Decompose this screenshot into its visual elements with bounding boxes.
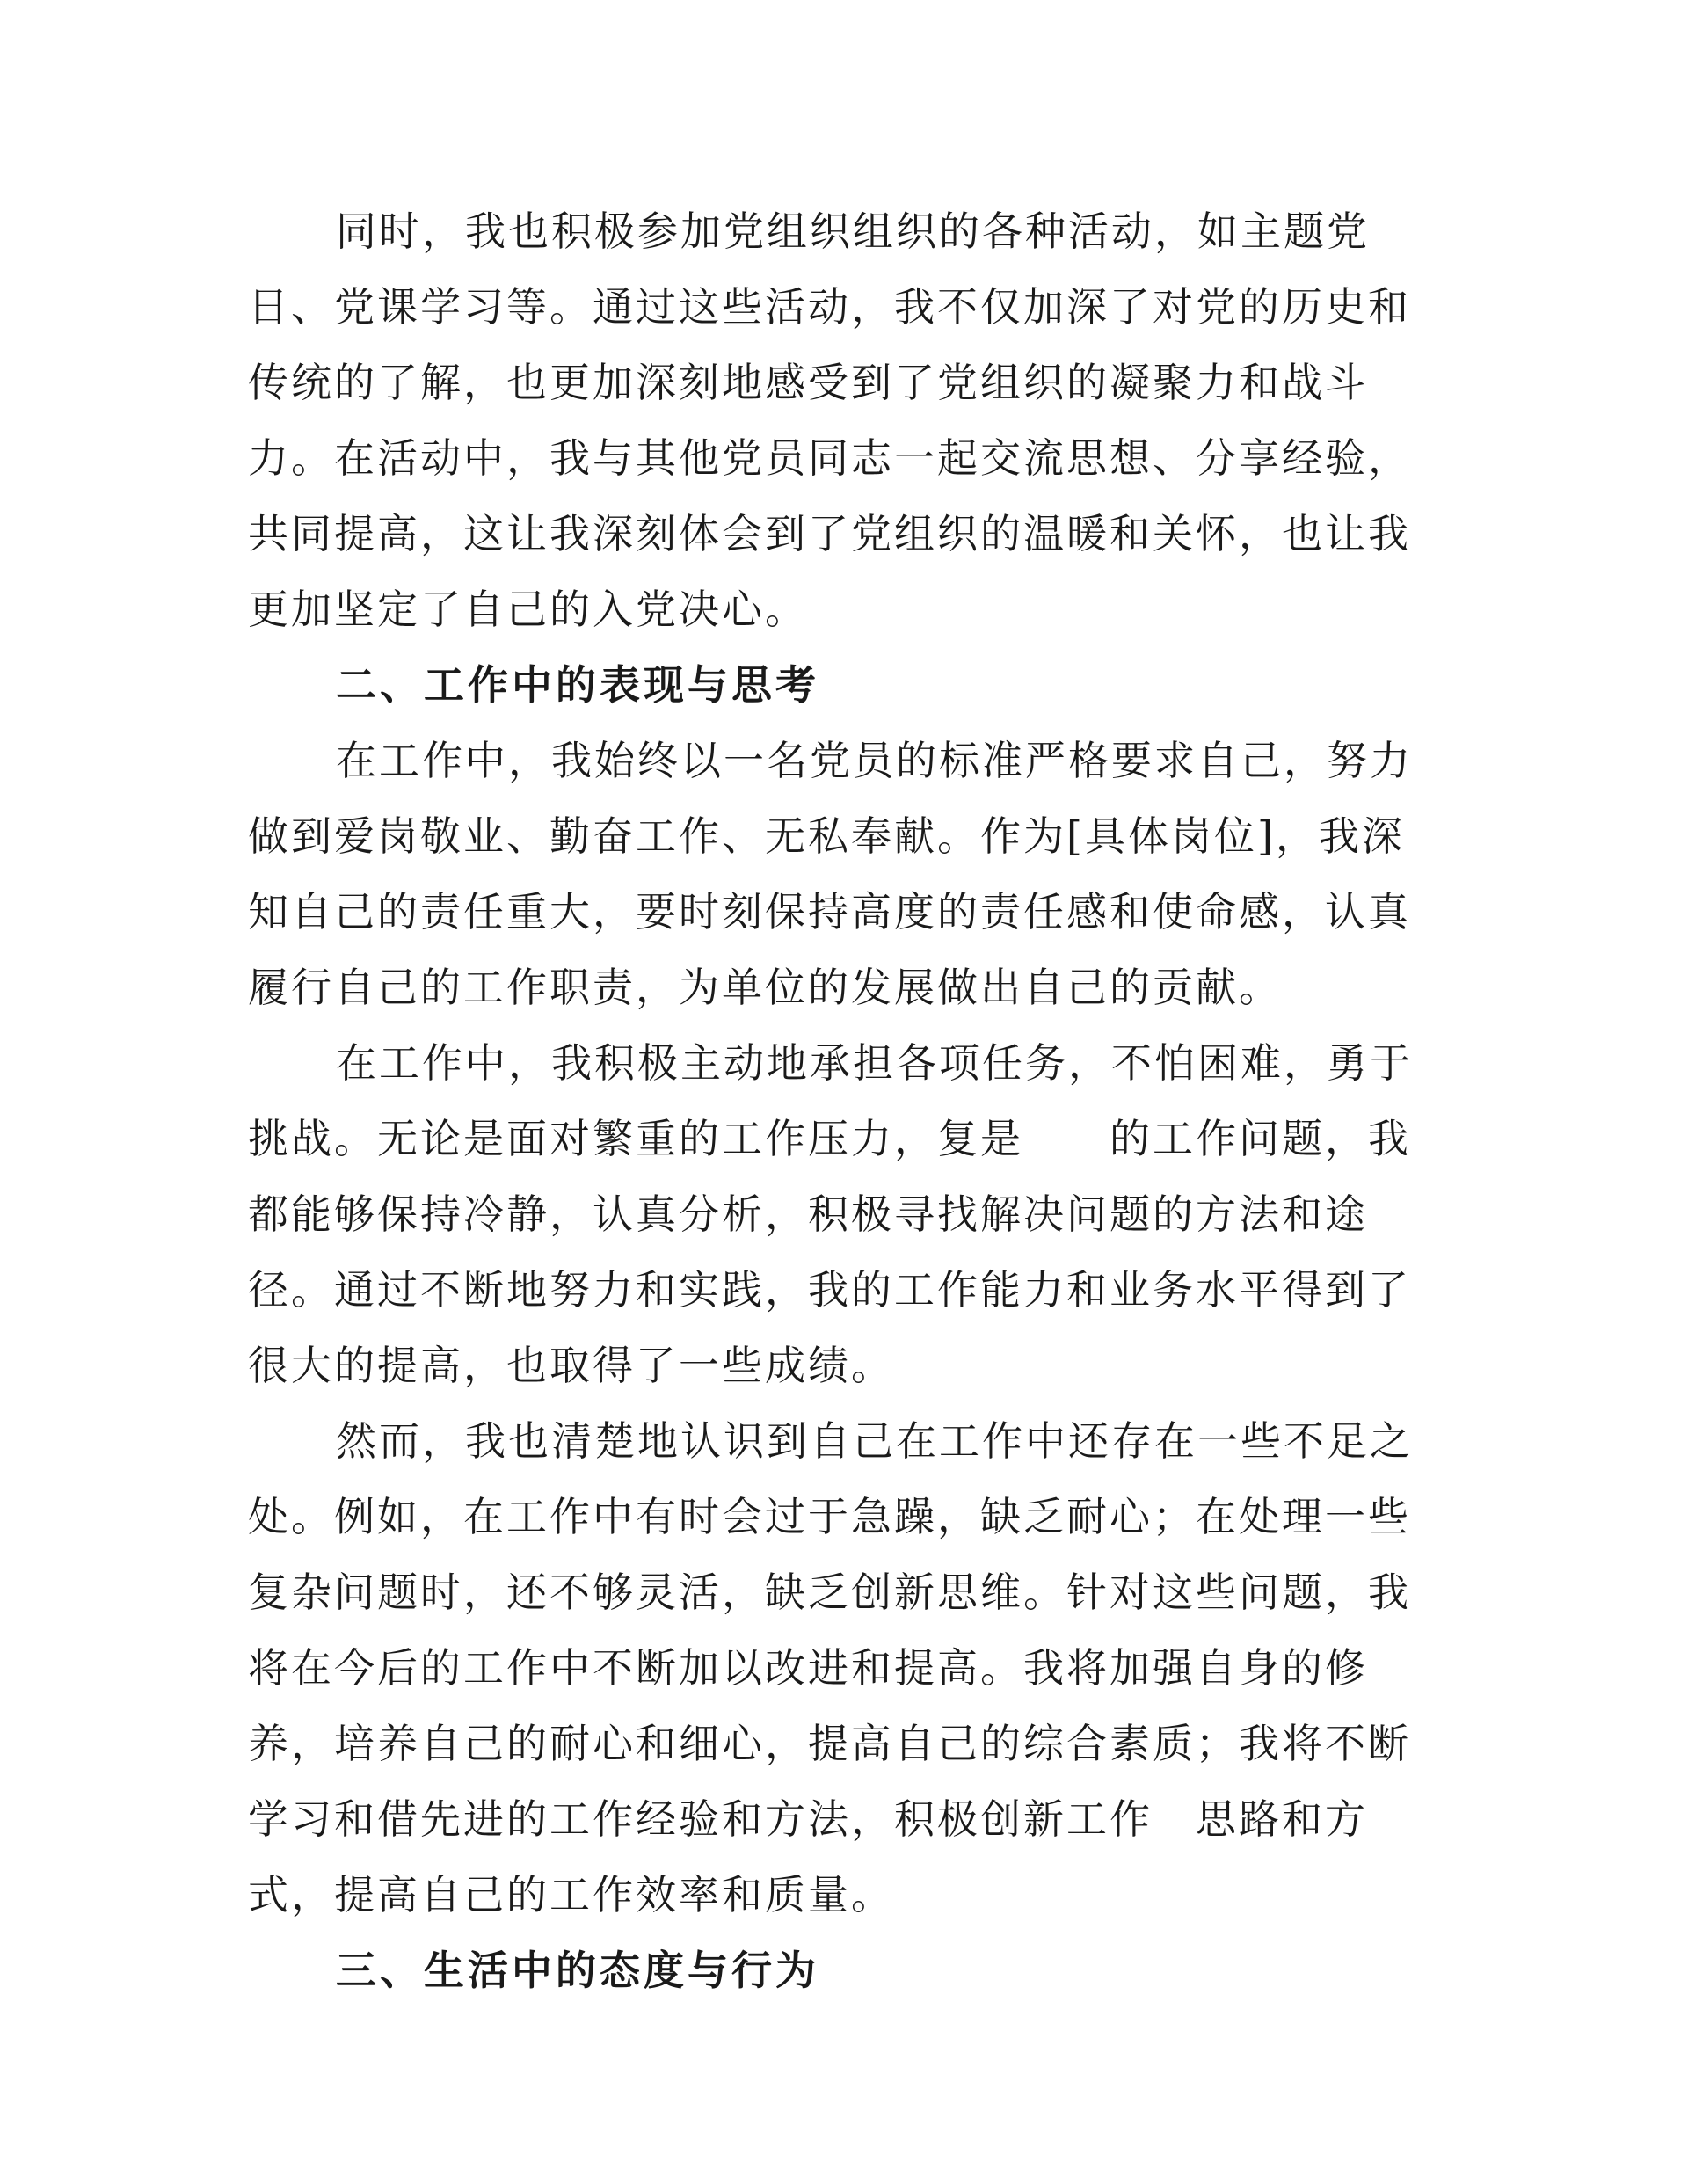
text-line: 学习和借先进的工作经验和方法，积极创新工作 思路和方 [248, 1795, 1368, 1843]
text-line: 同时，我也积极参加党组织组织的各种活动，如主题党 [336, 207, 1370, 255]
text-line: 将在今后的工作中不断加以改进和提高。我将加强自身的修 [248, 1644, 1368, 1692]
text-line: 式，提高自己的工作效率和质量。 [248, 1871, 894, 1918]
text-line: 复杂问题时，还不够灵活，缺乏创新思维。针对这些问题，我 [248, 1569, 1411, 1616]
text-line: 日、党课学习等。通过这些活动，我不仅加深了对党的历史和 [248, 283, 1411, 331]
paragraph-work-standard [248, 723, 1461, 1025]
text-line: 挑战。无论是面对繁重的工作压力，复是 的工作问题，我 [248, 1115, 1411, 1162]
text-line: 径。通过不断地努力和实践，我的工作能力和业务水平得到了 [248, 1266, 1411, 1314]
text-line: 履行自己的工作职责，为单位的发展做出自己的贡献。 [248, 964, 1282, 1011]
section-heading-life: 三、生活中的态度与行为 [336, 1947, 819, 1994]
text-line: 都能够保持冷静，认真分析，积极寻找解决问题的方法和途 [248, 1190, 1368, 1238]
text-line: 处。例如，在工作中有时会过于急躁，缺乏耐心；在处理一些 [248, 1493, 1411, 1540]
text-line: 很大的提高，也取得了一些成绩。 [248, 1342, 894, 1389]
text-line: 力。在活动中，我与其他党员同志一起交流思想、分享经验， [248, 434, 1411, 482]
paragraph-party-activities [248, 193, 1461, 647]
text-line: 传统的了解，也更加深刻地感受到了党组织的凝聚力和战斗 [248, 359, 1368, 406]
text-line: 养，培养自己的耐心和细心，提高自己的综合素质；我将不断 [248, 1720, 1411, 1767]
text-line: 更加坚定了自己的入党决心。 [248, 586, 808, 633]
text-line: 做到爱岗敬业、勤奋工作、无私奉献。作为[具体岗位]，我深 [248, 812, 1405, 860]
text-line: 共同提高，这让我深刻体会到了党组织的温暖和关怀，也让我 [248, 510, 1411, 557]
text-line: 然而，我也清楚地认识到自己在工作中还存在一些不足之 [336, 1417, 1413, 1465]
text-line: 知自己的责任重大，要时刻保持高度的责任感和使命感，认真 [248, 888, 1411, 935]
paragraph-shortcomings [248, 1403, 1461, 1933]
text-line: 在工作中，我积极主动地承担各项任务，不怕困难，勇于 [336, 1039, 1413, 1087]
text-line: 在工作中，我始终以一名党员的标准严格要求自己，努力 [336, 737, 1413, 784]
section-heading-work: 二、工作中的表现与思考 [336, 661, 819, 709]
paragraph-work-tasks [248, 1025, 1461, 1403]
document-body [248, 193, 1461, 2008]
